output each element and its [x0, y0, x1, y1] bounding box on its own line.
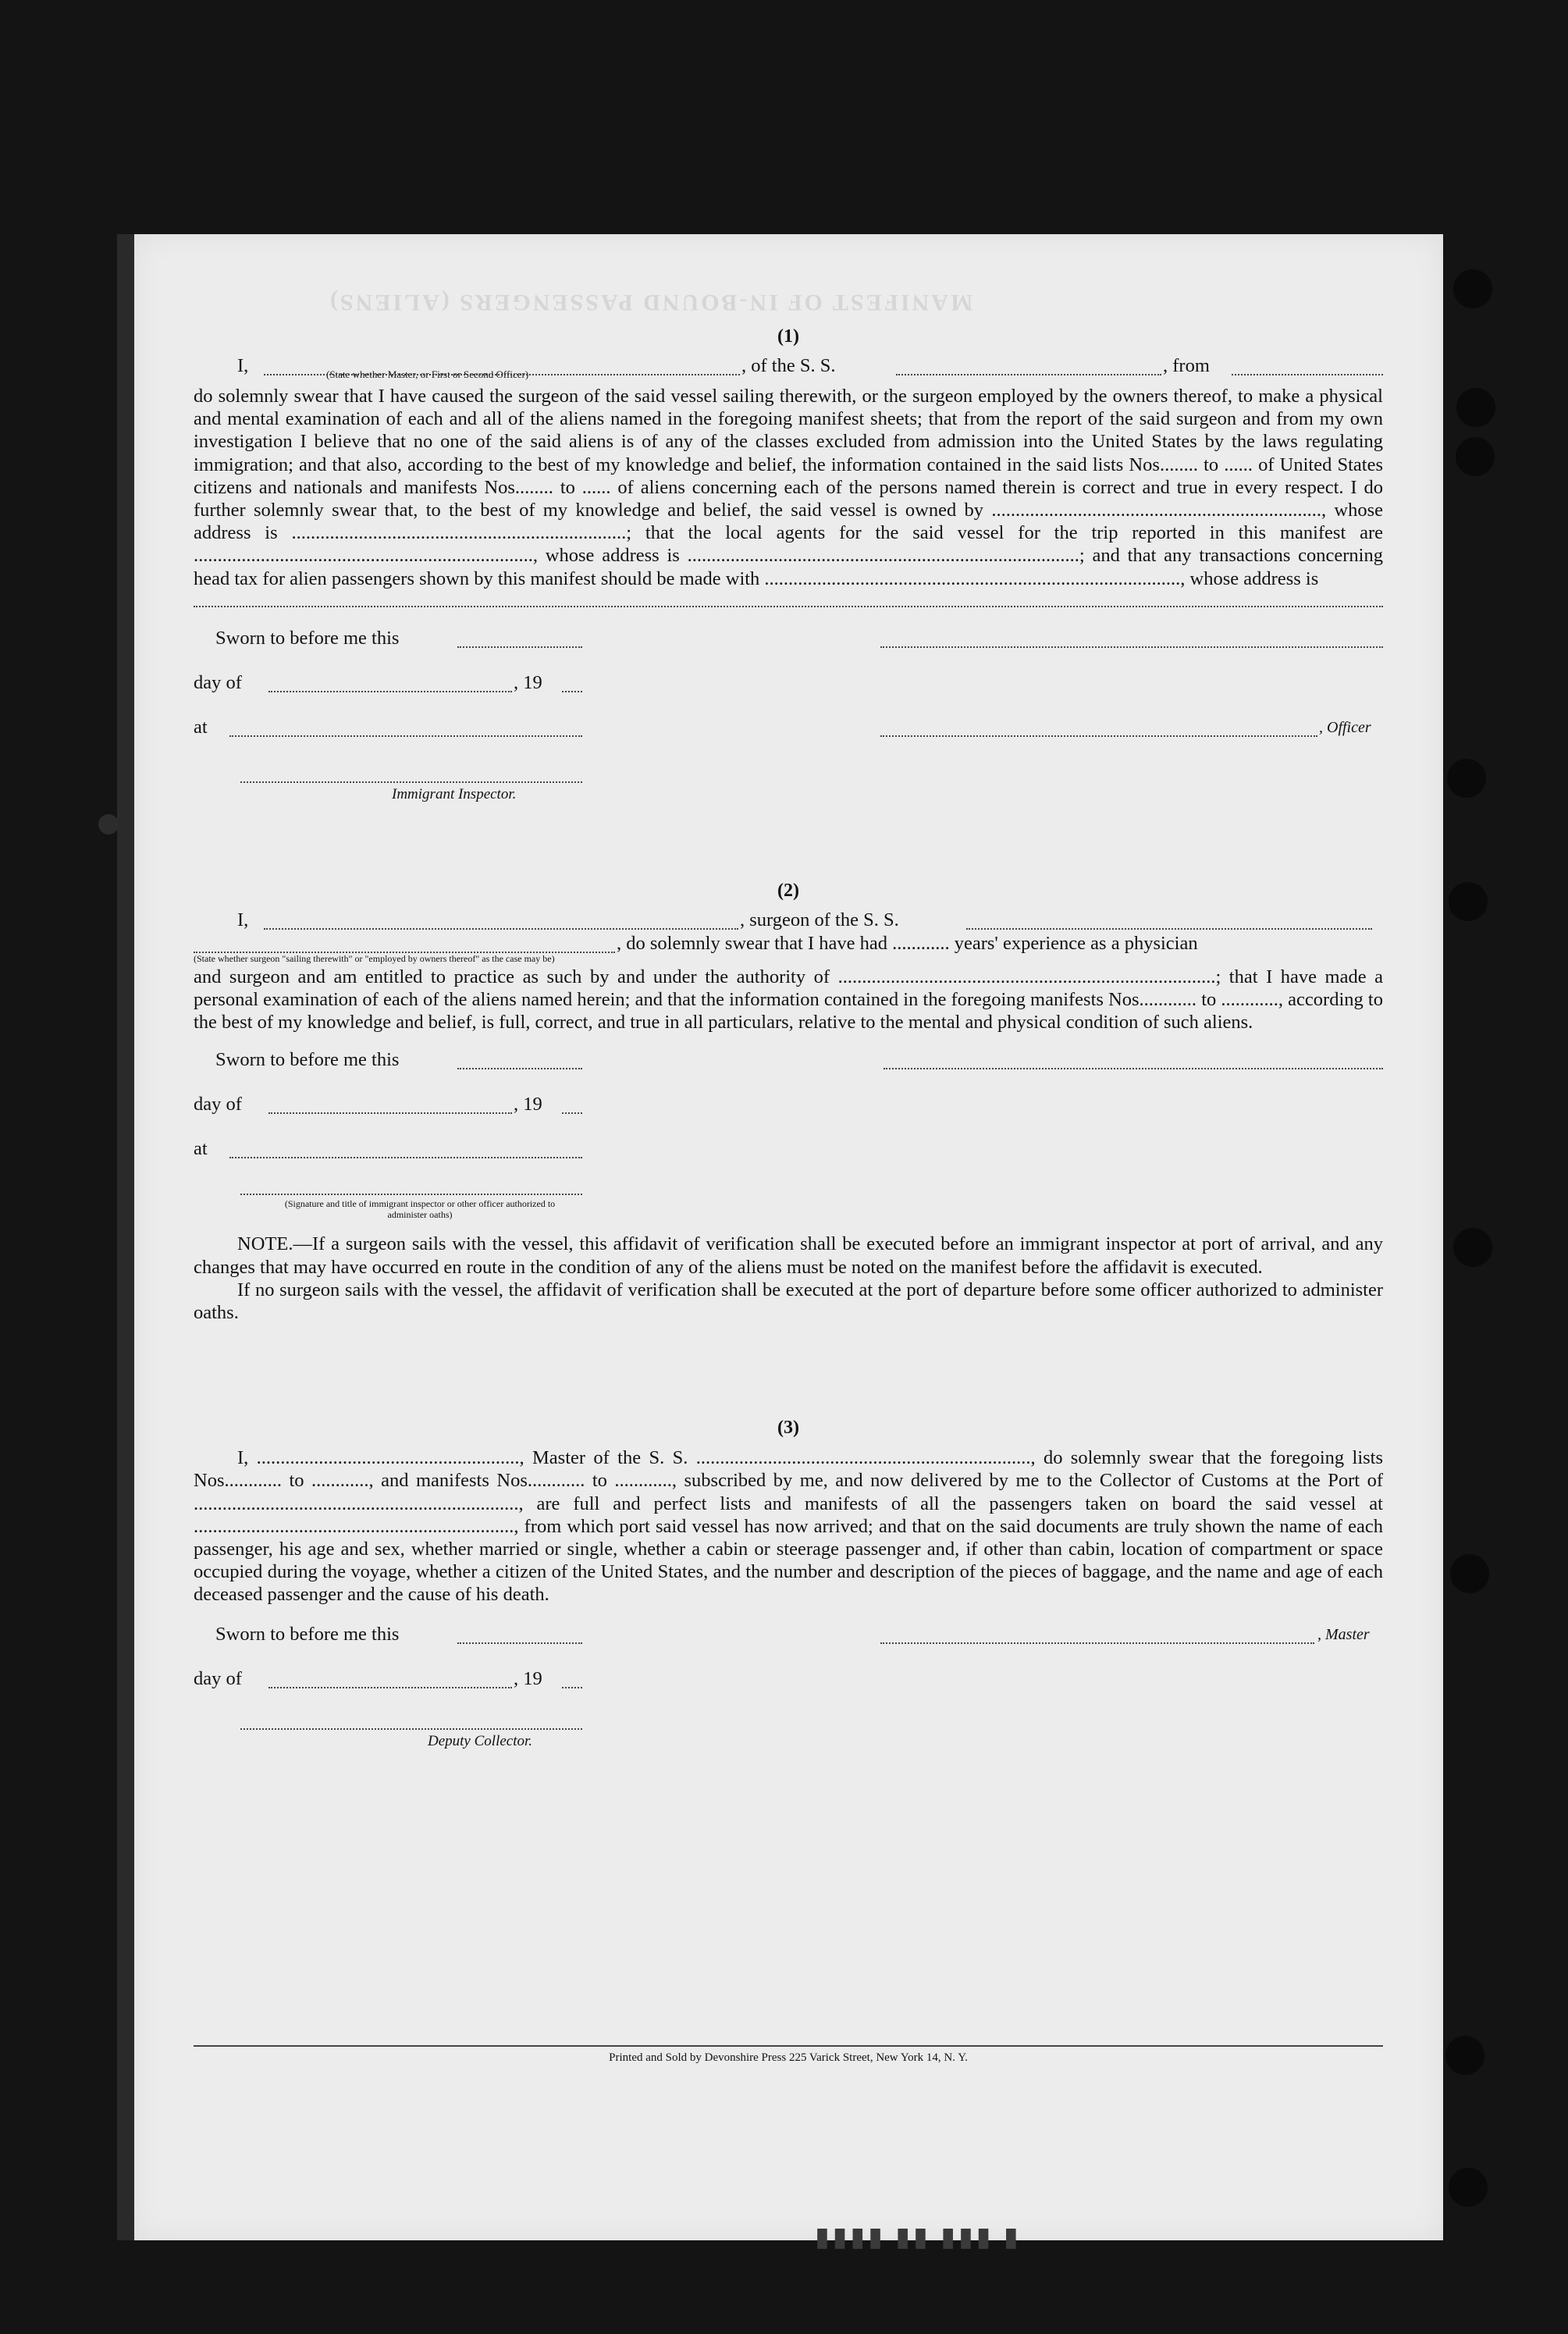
section-1-sworn-label: Sworn to before me this [215, 627, 400, 649]
master-signature-field[interactable] [880, 1627, 1314, 1644]
page-edge [117, 234, 134, 2240]
punch-hole [1447, 759, 1486, 798]
surgeon-signature-field[interactable] [884, 1052, 1383, 1069]
section-3-year: , 19 [514, 1667, 542, 1689]
day-of-field[interactable] [268, 1671, 512, 1688]
section-1-sworn-row [194, 628, 1383, 672]
day-of-field[interactable] [268, 675, 512, 692]
section-2-surgeon-label: , surgeon of the S. S. [740, 909, 899, 930]
day-of-field[interactable] [268, 1097, 512, 1114]
punch-hole [1456, 388, 1495, 427]
sworn-date-field[interactable] [457, 631, 582, 648]
note-paragraph-2: If no surgeon sails with the vessel, the affidavit of verification shall be executed at the port of departure before some officer authorized to administer oaths. [194, 1279, 1383, 1324]
at-place-field[interactable] [229, 720, 582, 737]
deputy-signature-field[interactable] [240, 1713, 582, 1730]
section-2-year: , 19 [514, 1094, 542, 1115]
section-1-year: , 19 [514, 671, 542, 693]
section-3-body: I, ......................................................., Master of the S. S. ......................................................................, do solemnly swear that the foregoing lists Nos............ to ............, and manifests Nos............ to ............, subscribed by me, and now delivered by me to the Collector of Customs at the Port of ...................................................................., are full and perfect lists and manifests of all the passengers taken on board the said vessel at ..................................................................., from which port said vessel has now arrived; and that on the said documents are truly shown the name of each passenger, his age and sex, whether married or single, whether a cabin or steerage passenger and, if other than cabin, location of compartment or space occupied during the voyage, whether a citizen of the United States, and the number and description of the pieces of baggage, and the name and age of each deceased passenger and the cause of his death. [194, 1447, 1383, 1606]
section-1-at-label: at [194, 716, 208, 738]
officer-title-field[interactable] [880, 720, 1317, 737]
deputy-collector-label: Deputy Collector. [428, 1732, 533, 1749]
section-3-master-label: , Master [1317, 1625, 1370, 1643]
punch-hole [98, 814, 119, 834]
sworn-date-field[interactable] [457, 1052, 582, 1069]
inspector-title-label: Immigrant Inspector. [392, 785, 517, 802]
section-2-sworn-label: Sworn to before me this [215, 1049, 400, 1071]
section-1-day-row [194, 672, 1383, 717]
section-1-from-label: , from [1163, 355, 1210, 376]
section-2-at-label: at [194, 1138, 208, 1160]
officer-signature-field[interactable] [880, 631, 1383, 648]
section-2-at-row [194, 1138, 1383, 1183]
bleed-through-text: MANIFEST OF IN-BOUND PASSENGERS (ALIENS) [328, 290, 973, 315]
bleed-through-stamp: ▮ ▮▮▮ ▮▮ ▮▮▮▮ [812, 2225, 1019, 2254]
note-paragraph-1: NOTE.—If a surgeon sails with the vessel, this affidavit of verification shall be executed before an immigrant inspector at port of arrival, and any changes that may have occurred en route in the condition of any of the aliens must be noted on the manifest before the affidavit is executed. [194, 1233, 1383, 1278]
footer-rule [194, 2045, 1383, 2047]
punch-hole [1449, 2168, 1488, 2207]
inspector-signature-field[interactable] [240, 1178, 582, 1195]
punch-hole [1449, 882, 1488, 921]
sworn-date-field[interactable] [457, 1627, 582, 1644]
surgeon-name-field[interactable] [264, 913, 738, 930]
section-2-signature-block [194, 1183, 1383, 1223]
at-place-field[interactable] [229, 1141, 582, 1158]
section-1-caption: (State whether Master, or First or Second Officer) [326, 368, 529, 380]
punch-hole [1453, 269, 1492, 308]
from-port-field[interactable] [1232, 358, 1383, 375]
section-3-day-row [194, 1668, 1383, 1713]
section-1-first-line [194, 355, 1383, 386]
section-1-i: I, [237, 355, 249, 376]
section-3-sworn-label: Sworn to before me this [215, 1623, 400, 1645]
section-1-at-row [194, 717, 1383, 761]
officer-name-field[interactable] [264, 358, 740, 375]
section-3-day-label: day of [194, 1667, 242, 1689]
punch-hole [1456, 437, 1495, 476]
year-field[interactable] [562, 1097, 582, 1114]
section-2-day-row [194, 1094, 1383, 1138]
section-3-number: (3) [777, 1418, 799, 1439]
year-field[interactable] [562, 675, 582, 692]
punch-hole [1445, 2036, 1484, 2075]
section-2-signature-caption: (Signature and title of immigrant inspector or other officer authorized to administer oaths) [284, 1198, 556, 1221]
year-field[interactable] [562, 1671, 582, 1688]
section-2-caption: (State whether surgeon "sailing therewith" or "employed by owners thereof" as the case may be) [194, 952, 555, 964]
section-2-sworn-row [194, 1049, 1383, 1094]
inspector-signature-field[interactable] [240, 766, 582, 783]
vessel-name-field[interactable] [896, 358, 1161, 375]
deputy-signature-block [194, 1713, 1383, 1759]
punch-hole [1450, 1554, 1489, 1593]
section-2-day-label: day of [194, 1094, 242, 1115]
section-2-number: (2) [777, 880, 799, 901]
punch-hole [1453, 1228, 1492, 1267]
section-1-body: do solemnly swear that I have caused the surgeon of the said vessel sailing therewith, or the surgeon employed by the owners thereof, to make a physical and mental examination of each and all of the aliens named in the foregoing manifest sheets; that from the report of the said surgeon and from my own investigation I believe that no one of the said aliens is of any of the classes excluded from admission into the United States by the laws regulating immigration; and that also, according to the best of my knowledge and belief, the information contained in the said lists Nos........ to ...... of United States citizens and nationals and manifests Nos........ to ...... of aliens concerning each of the persons named therein is correct and true in every respect. I do further solemnly swear that, to the best of my knowledge and belief, the said vessel is owned by ....................................................................., whose address is ......................................................................; that the local agents for the said vessel for the trip reported in this manifest are ......................................................................., whose address is ..................................................................................; and that any transactions concerning head tax for alien passengers shown by this manifest should be made with ......................................................................................., whose address is [194, 386, 1383, 589]
section-2-body: and surgeon and am entitled to practice as such by and under the authority of ...............................................................................; that I have made a personal examination of each of the aliens named herein; and that the information contained in the foregoing manifests Nos............ to ............, according to the best of my knowledge and belief, is full, correct, and true in all particulars, relative to the mental and physical condition of such aliens. [194, 966, 1383, 1034]
inspector-signature-block [194, 761, 1383, 802]
section-2-i: I, [237, 909, 249, 930]
section-1-day-label: day of [194, 671, 242, 693]
section-1-ss-label: , of the S. S. [741, 355, 836, 376]
address-continuation-field[interactable] [194, 590, 1383, 607]
section-1-officer-label: , Officer [1319, 718, 1371, 736]
printer-imprint: Printed and Sold by Devonshire Press 225 Varick Street, New York 14, N. Y. [609, 2051, 968, 2064]
section-2-first-line [194, 909, 1383, 933]
surgeon-vessel-field[interactable] [966, 913, 1372, 930]
section-2-line2: , do solemnly swear that I have had ............ years' experience as a physician [617, 932, 1198, 954]
surgeon-status-field[interactable] [194, 936, 615, 953]
section-1-number: (1) [777, 326, 799, 347]
section-2-second-line [194, 933, 1383, 953]
section-3-sworn-row [194, 1624, 1383, 1668]
affidavit-content [194, 326, 1383, 1759]
